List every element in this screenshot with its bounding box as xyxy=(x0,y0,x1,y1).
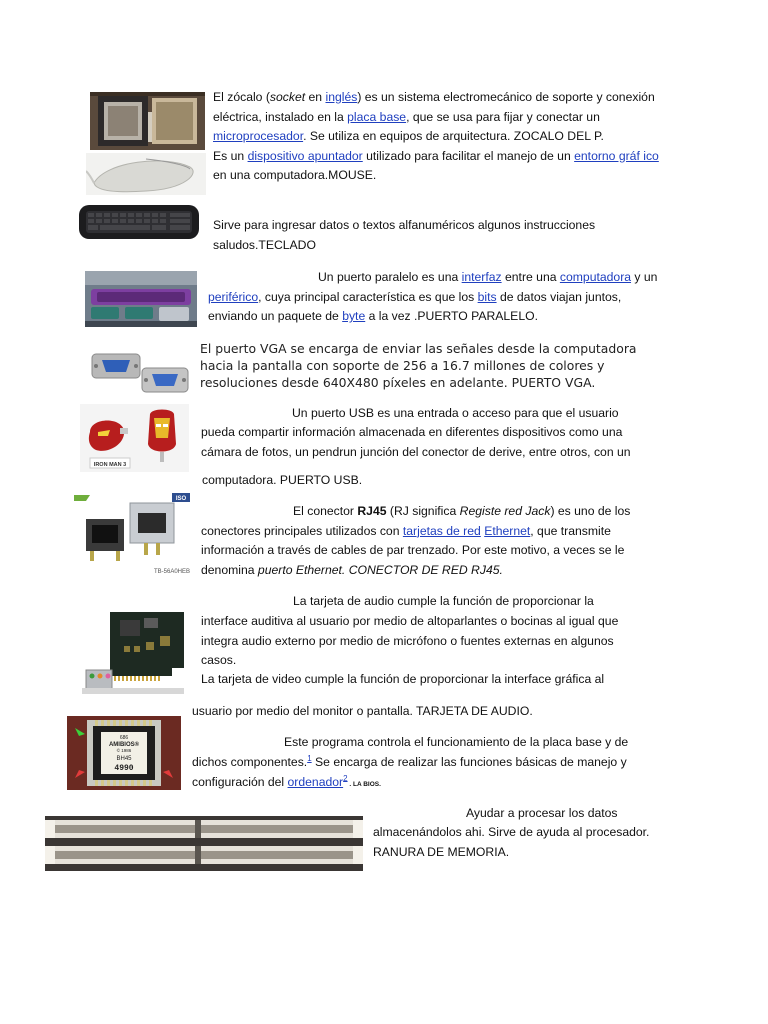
link-ordenador[interactable]: ordenador xyxy=(287,774,344,789)
link-interfaz[interactable]: interfaz xyxy=(461,270,502,284)
memory-slots-image xyxy=(45,816,363,871)
bios-chip-text-3: © 1986 xyxy=(116,748,132,753)
usb-iron-man-image xyxy=(80,404,189,472)
link-dispositivo-apuntador[interactable]: dispositivo apuntador xyxy=(247,148,363,163)
usb-box-label: IRON MAN 3 xyxy=(93,462,127,468)
link-ethernet[interactable]: Ethernet xyxy=(484,523,531,538)
footnote-2-link[interactable]: 2 xyxy=(343,773,348,783)
rj45-connector-image xyxy=(72,491,194,577)
mouse-image xyxy=(86,153,206,195)
bios-description: dichos componentes.$^1$ Se encarga de realizar las funciones básicas de manejo y configuración del ordenador$^2$ . LA BIOS. xyxy=(192,753,627,789)
usb-line-3: computadora. PUERTO USB. xyxy=(202,473,363,487)
link-entorno-grafico[interactable]: entorno gráf ico xyxy=(574,148,659,163)
keyboard-image xyxy=(78,203,200,241)
link-microprocesador[interactable]: microprocesador xyxy=(213,129,304,143)
memory-line-1: Ayudar a procesar los datos xyxy=(466,806,618,820)
keyboard-description: Sirve para ingresar datos o textos alfanuméricos algunos instrucciones saludos.TECLADO xyxy=(213,218,596,252)
usb-line-1: Un puerto USB es una entrada o acceso para que el usuario xyxy=(292,406,619,420)
socket-word: socket xyxy=(269,90,306,104)
bios-chip-image xyxy=(67,716,181,790)
audio-line-3: La tarjeta de video cumple la función de proporcionar la interface gráfica al xyxy=(201,672,605,686)
link-placa-base[interactable]: placa base xyxy=(347,109,407,124)
vga-connector-image xyxy=(88,344,194,396)
sound-card-image xyxy=(80,606,188,696)
socket-description: El zócalo (socket en inglés) es un sistema electromecánico de soporte y conexión eléctrica, instalado en la placa base, que se usa para fijar y conectar un microprocesador. Se utiliza en equipos de arquitectura. ZOCALO DEL P. Es un dispositivo apuntador utilizado para facilitar el manejo de un entorno gráf ico en una computadora.MOUSE. xyxy=(213,90,659,182)
usb-line-2: pueda compartir información almacenada en diferentes dispositivos como una cámara de fotos, un pendrun junción del conector de derive, entre otros, con un xyxy=(201,425,631,459)
cpu-socket-image xyxy=(90,92,205,150)
parallel-port-image xyxy=(85,271,197,327)
rj45-code-label: TB-56A0HEB xyxy=(153,569,191,575)
bios-chip-text-5: 4990 xyxy=(114,764,134,773)
audio-line-2: interface auditiva al usuario por medio de altoparlantes o bocinas al igual que integra audio externo por medio de micrófono o fuentes externas en algunos casos. xyxy=(201,614,619,667)
link-tarjetas-de-red[interactable]: tarjetas de red xyxy=(402,523,481,538)
link-periferico[interactable]: periférico xyxy=(208,289,259,304)
rj45-description: El conector RJ45 (RJ significa Registe red Jack) es uno de los conectores principales utilizados con tarjetas de red Ethernet, que transmite información a través de cables de par trenzado. Por este motivo, a veces se le denomina puerto Ethernet. CONECTOR DE RED RJ45. xyxy=(201,504,631,577)
rj45-logo-label: ISO xyxy=(175,496,187,502)
bios-chip-text-2: AMIBIOS® xyxy=(108,742,140,748)
bios-chip-text-4: BH45 xyxy=(116,756,132,762)
link-bits[interactable]: bits xyxy=(477,289,497,304)
mouse-description: Es un dispositivo apuntador utilizado para facilitar el manejo de un entorno gráf ico en una computadora.MOUSE. xyxy=(213,148,659,182)
audio-line-1: La tarjeta de audio cumple la función de proporcionar la xyxy=(293,594,594,608)
link-ingles[interactable]: inglés xyxy=(325,90,358,104)
link-computadora[interactable]: computadora xyxy=(559,270,632,284)
vga-port-description: El puerto VGA se encarga de enviar las señales desde la computadora hacia la pantalla con soporte de 256 a 16.7 millones de colores y resoluciones desde 640X480 píxeles en adelante. PUERTO VGA. xyxy=(200,341,637,390)
memory-line-2: almacenándolos ahi. Sirve de ayuda al procesador. RANURA DE MEMORIA. xyxy=(373,825,650,859)
bios-line-1: Este programa controla el funcionamiento de la placa base y de xyxy=(284,735,629,749)
footnote-1-link[interactable]: 1 xyxy=(307,753,312,763)
bios-label: . LA BIOS. xyxy=(347,780,381,788)
link-byte[interactable]: byte xyxy=(342,309,366,323)
parallel-port-description: Un puerto paralelo es una interfaz entre una computadora y un periférico, cuya principal característica es que los bits de datos viajan juntos, enviando un paquete de byte a la vez .PUERTO PARALELO. xyxy=(208,270,658,323)
bios-chip-text-1: 686 xyxy=(119,735,129,741)
audio-line-4: usuario por medio del monitor o pantalla. TARJETA DE AUDIO. xyxy=(192,704,533,718)
